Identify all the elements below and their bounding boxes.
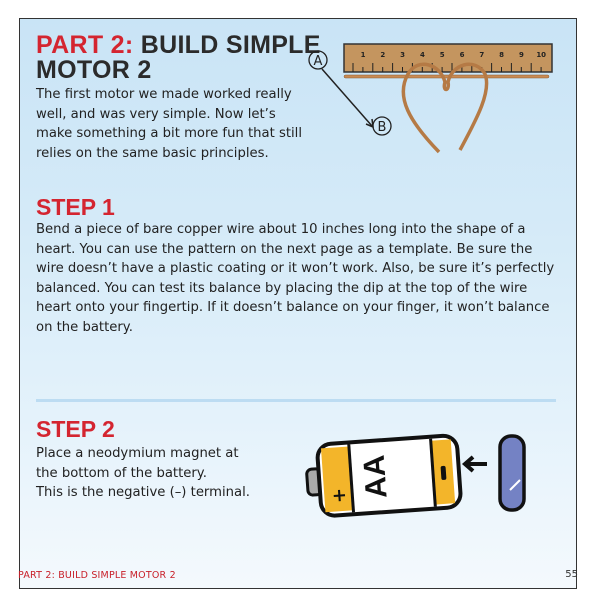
divider [36, 399, 556, 402]
svg-text:B: B [377, 120, 387, 135]
ruler-number: 4 [419, 51, 425, 59]
label-b [373, 117, 391, 135]
title-part: PART 2: [36, 31, 134, 59]
ruler-heart-illustration [300, 30, 560, 180]
step2-line: the bottom of the battery. [36, 465, 207, 481]
ruler-number: 2 [380, 51, 386, 59]
ruler-number: 9 [518, 51, 524, 59]
ruler-number: 5 [439, 51, 445, 59]
svg-text:+: + [331, 484, 348, 507]
page-title [36, 33, 321, 83]
svg-text:A: A [313, 54, 323, 69]
step2-line: This is the negative (–) terminal. [36, 485, 250, 500]
ruler-number: 6 [459, 51, 465, 59]
step1-text: Bend a piece of bare copper wire about 10 inches long into the shape of a heart. You can use the pattern on the next page as a template. Be sure the wire doesn’t have a plastic coating or it won’t work. Also, be sure it’s perfectly balanced. You can test its balance by placing the dip at the top of the wire heart onto your fingertip. If it doesn’t balance on your finger, it won’t balance on the battery. [36, 222, 555, 335]
title-text-2: MOTOR 2 [36, 56, 152, 84]
battery-icon [305, 435, 461, 517]
page-number: 55 [565, 569, 578, 580]
step2-heading: STEP 2 [36, 416, 115, 442]
ruler-number: 3 [400, 51, 406, 59]
magnet-icon [500, 436, 524, 510]
battery-magnet-illustration [305, 430, 535, 520]
ruler-number: 10 [536, 51, 547, 59]
intro-text: The first motor we made worked really well, and was very simple. Now let’s make something a bit more fun that still relies on the same basic principles. [36, 87, 302, 161]
ruler-icon [344, 44, 552, 78]
svg-text:AA: AA [357, 453, 394, 500]
ruler-number: 1 [360, 51, 366, 59]
ruler-number: 7 [479, 51, 485, 59]
title-text-1: BUILD SIMPLE [133, 31, 321, 59]
footer-section-title: PART 2: BUILD SIMPLE MOTOR 2 [18, 570, 176, 581]
label-a [309, 51, 327, 69]
step1-heading: STEP 1 [36, 194, 115, 220]
step2-text [36, 444, 296, 503]
arrow-left-icon [465, 457, 487, 471]
ruler-number: 8 [499, 51, 505, 59]
step2-line: Place a neodymium magnet at [36, 446, 239, 461]
